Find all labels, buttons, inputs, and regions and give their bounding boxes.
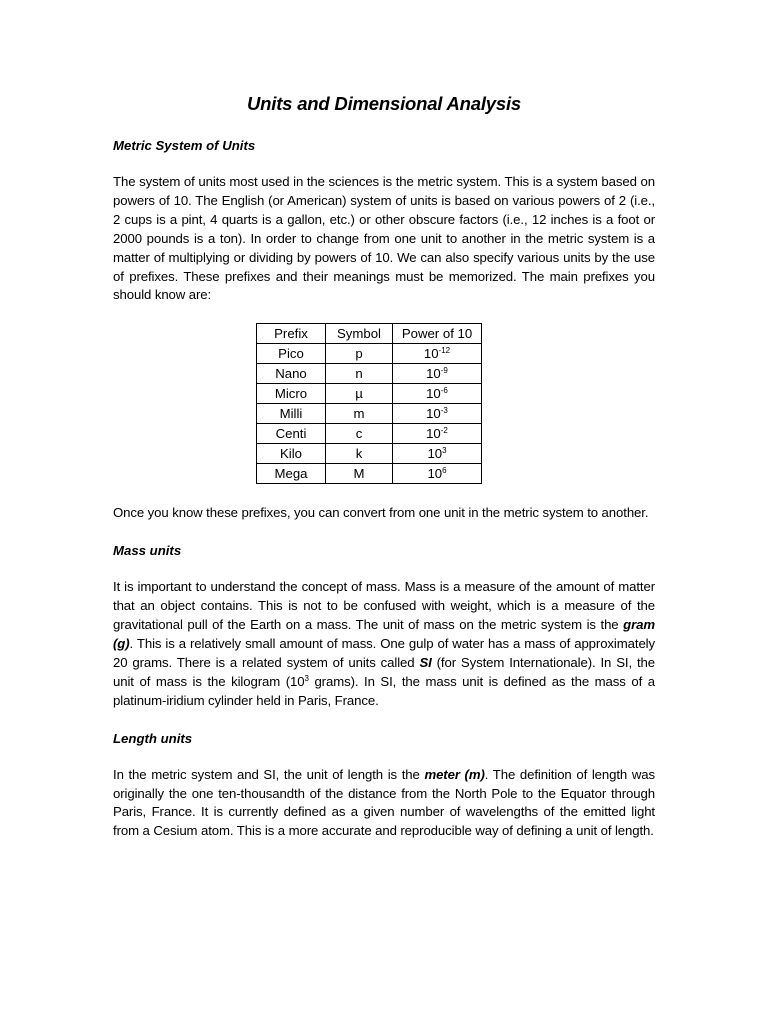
mass-text-4: grams). In SI, the mass unit is defined as the mass of a platinum-iridium cylinder held in Paris, France. xyxy=(113,673,655,708)
power-base: 10 xyxy=(426,426,441,442)
power-cell xyxy=(393,344,482,364)
power-cell xyxy=(393,404,482,424)
power-exponent: -3 xyxy=(440,406,448,416)
power-exponent: 6 xyxy=(442,466,447,476)
power-base: 10 xyxy=(427,446,443,462)
paragraph-metric-intro: The system of units most used in the sciences is the metric system. This is a system based on powers of 10. The English (or American) system of units is based on various powers of 2 (i.e., 2 cups is a pint, 4 quarts is a gallon, etc.) or other obscure factors (i.e., 12 inches is a foot or 2000 pounds is a ton). In order to change from one unit to another in the metric system is a matter of multiplying or dividing by powers of 10. We can also specify various units by the use of prefixes. These prefixes and their meanings must be memorized. The main prefixes you should know are: xyxy=(113,174,655,303)
mass-term-si: SI xyxy=(419,654,432,670)
mass-exponent: 3 xyxy=(304,673,309,683)
table-row xyxy=(257,364,482,384)
mass-text-3: (for System Internationale). In SI, the unit of mass is the kilogram (10 xyxy=(113,654,655,689)
prefix-table xyxy=(256,323,482,484)
prefix-table-wrapper xyxy=(83,323,655,484)
symbol-cell: M xyxy=(326,464,393,484)
section-heading-metric: Metric System of Units xyxy=(113,138,256,153)
prefix-cell: Mega xyxy=(257,464,326,484)
length-text-2: . The definition of length was originally the one ten-thousandth of the distance from the North Pole to the Equator through Paris, France. It is currently defined as a given number of wavelengths of the emitted light from a Cesium atom. This is a more accurate and reproducible way of defining a unit of length. xyxy=(113,766,655,839)
prefix-cell: Centi xyxy=(257,424,326,444)
paragraph-after-table: Once you know these prefixes, you can convert from one unit in the metric system to another. xyxy=(113,505,649,521)
power-exponent: 3 xyxy=(442,446,447,456)
power-exponent: -6 xyxy=(440,386,448,396)
table-row xyxy=(257,344,482,364)
table-row xyxy=(257,384,482,404)
symbol-cell: m xyxy=(326,404,393,424)
power-exponent: -9 xyxy=(440,366,448,376)
table-header-prefix: Prefix xyxy=(257,324,326,344)
power-base: 10 xyxy=(423,346,439,362)
table-header-symbol: Symbol xyxy=(326,324,393,344)
power-cell xyxy=(393,364,482,384)
power-exponent: -2 xyxy=(440,426,448,436)
table-header-power: Power of 10 xyxy=(393,324,482,344)
table-row xyxy=(257,404,482,424)
prefix-cell: Milli xyxy=(257,404,326,424)
prefix-cell: Micro xyxy=(257,384,326,404)
table-row xyxy=(257,444,482,464)
table-row xyxy=(257,424,482,444)
power-cell xyxy=(393,464,482,484)
power-exponent: -12 xyxy=(438,346,451,356)
symbol-cell: k xyxy=(326,444,393,464)
length-text-1: In the metric system and SI, the unit of length is the xyxy=(113,766,425,782)
symbol-cell: n xyxy=(326,364,393,384)
mass-text-1: It is important to understand the concept of mass. Mass is a measure of the amount of matter that an object contains. This is not to be confused with weight, which is a measure of the gravitational pull of the Earth on a mass. The unit of mass on the metric system is the xyxy=(113,579,655,633)
prefix-cell: Kilo xyxy=(257,444,326,464)
length-term-meter: meter (m) xyxy=(424,766,485,782)
prefix-cell: Nano xyxy=(257,364,326,384)
symbol-cell: µ xyxy=(326,384,393,404)
power-cell xyxy=(393,384,482,404)
page-title: Units and Dimensional Analysis xyxy=(247,93,521,114)
document-page xyxy=(113,92,655,859)
paragraph-mass xyxy=(113,578,655,710)
section-heading-length: Length units xyxy=(113,730,193,746)
symbol-cell: p xyxy=(326,344,393,364)
power-base: 10 xyxy=(426,406,441,422)
symbol-cell: c xyxy=(326,424,393,444)
mass-text-2: . This is a relatively small amount of mass. One gulp of water has a mass of approximately 20 grams. There is a related system of units called xyxy=(113,635,655,670)
table-header-row xyxy=(257,324,482,344)
section-heading-mass: Mass units xyxy=(113,543,182,559)
mass-term-gram: gram (g) xyxy=(113,617,655,651)
power-cell xyxy=(393,444,482,464)
prefix-cell: Pico xyxy=(257,344,326,364)
power-base: 10 xyxy=(426,386,441,402)
power-cell xyxy=(393,424,482,444)
power-base: 10 xyxy=(427,466,443,482)
paragraph-length xyxy=(113,766,655,842)
power-base: 10 xyxy=(426,366,441,382)
table-row xyxy=(257,464,482,484)
